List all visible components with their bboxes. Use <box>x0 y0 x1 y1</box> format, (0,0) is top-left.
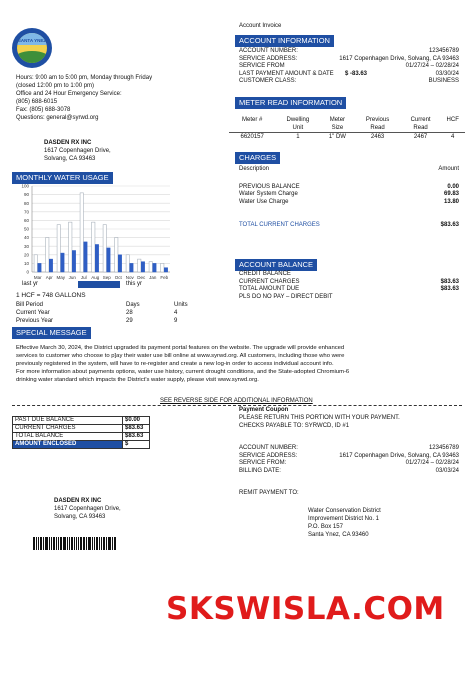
payment-row <box>13 425 150 433</box>
bar-last-yr <box>69 222 72 272</box>
charge-row <box>239 191 459 199</box>
bar-this-yr <box>118 255 121 272</box>
coupon-row <box>239 460 459 468</box>
y-tick-label: 10 <box>23 261 29 266</box>
coupon-label: ACCOUNT NUMBER: <box>239 445 298 451</box>
balance-value: $83.63 <box>440 286 459 293</box>
customer-street: 1617 Copenhagen Drive, <box>44 148 111 154</box>
bar-this-yr <box>72 251 75 273</box>
meter-header: Size <box>331 125 344 131</box>
usage-units: 4 <box>174 310 178 316</box>
row-value: 123456789 <box>428 48 459 54</box>
customer-street: 1617 Copenhagen Drive, <box>54 506 121 512</box>
balance-row <box>239 271 459 279</box>
usage-header-units: Units <box>174 302 188 308</box>
usage-units: 9 <box>174 318 178 324</box>
bar-this-yr <box>49 259 52 272</box>
y-tick-label: 90 <box>23 192 29 198</box>
bar-this-yr <box>107 248 110 272</box>
x-tick-label: Sep <box>102 275 111 280</box>
amount-enclosed-label: AMOUNT ENCLOSED <box>13 441 123 449</box>
monthly-usage-heading: MONTHLY WATER USAGE <box>12 172 113 184</box>
bar-last-yr <box>92 222 95 272</box>
y-tick-label: 60 <box>23 218 29 223</box>
usage-period: Previous Year <box>16 318 54 324</box>
charges-col-description: Description <box>239 166 270 172</box>
legend-last-yr-label: last yr <box>22 281 39 287</box>
coupon-instruction: PLEASE RETURN THIS PORTION WITH YOUR PAYMENT. <box>239 415 400 421</box>
x-tick-label: Jan <box>149 275 157 280</box>
meter-read-heading: METER READ INFORMATION <box>235 97 346 109</box>
meter-header: Meter # <box>242 117 263 123</box>
coupon-checks-payable: CHECKS PAYABLE TO: SYRWCD, ID #1 <box>239 423 350 429</box>
coupon-label: BILLING DATE: <box>239 467 281 474</box>
bar-last-yr <box>80 193 83 272</box>
meter-table <box>229 116 465 141</box>
remit-label: REMIT PAYMENT TO: <box>239 490 299 496</box>
bar-this-yr <box>38 263 41 272</box>
row-label: LAST PAYMENT AMOUNT & DATE <box>239 70 334 77</box>
meter-number: 6620157 <box>240 134 264 140</box>
customer-name: DASDEN RX INC <box>54 498 102 504</box>
special-message-line: drinking water standard which impacts the District's water supply, please visit www.syrwd.org. <box>16 377 259 383</box>
y-tick-label: 0 <box>26 269 29 275</box>
meter-header: Read <box>413 125 428 131</box>
charges-col-amount: Amount <box>438 166 459 172</box>
bar-this-yr <box>164 268 167 272</box>
charge-label: Water System Charge <box>239 191 298 198</box>
current-read: 2467 <box>413 134 428 140</box>
coupon-label: SERVICE ADDRESS: <box>239 452 298 459</box>
legend-this-yr-label: this yr <box>126 281 143 287</box>
customer-city: Solvang, CA 93463 <box>54 514 106 520</box>
bar-this-yr <box>153 263 156 272</box>
bar-last-yr <box>149 262 152 272</box>
customer-name: DASDEN RX INC <box>44 140 92 146</box>
meter-header: Dwelling <box>286 117 310 123</box>
remit-line: Santa Ynez, CA 93460 <box>308 532 369 538</box>
meter-header-row-1 <box>229 116 465 124</box>
bar-last-yr <box>57 225 60 272</box>
payment-value: $83.63 <box>123 433 150 441</box>
account-info-heading: ACCOUNT INFORMATION <box>235 35 334 47</box>
balance-value: $83.63 <box>440 278 459 285</box>
charges-block <box>239 166 459 230</box>
charge-row <box>239 199 459 207</box>
special-message-line: For more information about payments options, water use history, current drought conditions, and the State-adopted Chromium-6 <box>16 369 350 375</box>
office-lunch: (closed 12:00 pm to 1:00 pm) <box>16 83 95 89</box>
meter-header: HCF <box>446 117 459 123</box>
special-message-heading: SPECIAL MESSAGE <box>12 327 91 339</box>
balance-row <box>239 294 459 302</box>
x-tick-label: May <box>56 275 66 280</box>
service-address-row <box>239 56 459 64</box>
row-value: 1617 Copenhagen Drive, Solvang, CA 93463 <box>339 55 459 62</box>
x-tick-label: Nov <box>125 275 134 280</box>
usage-table <box>16 301 196 325</box>
office-questions: Questions: general@syrwd.org <box>16 115 99 121</box>
meter-header <box>440 124 465 133</box>
special-message-line: Effective March 30, 2024, the District upgraded its payment portal features on the website. The upgrade will provide enhanced <box>16 345 345 351</box>
x-tick-label: Dec <box>137 275 146 280</box>
remit-line: Water Conservation District <box>308 508 381 514</box>
meter-header-row-2 <box>229 124 465 133</box>
row-value: 03/30/24 <box>435 70 459 77</box>
charges-heading: CHARGES <box>235 152 280 164</box>
row-value: 01/27/24 – 02/28/24 <box>405 63 459 70</box>
y-tick-label: 100 <box>21 184 29 189</box>
charge-label: Water Use Charge <box>239 198 289 205</box>
meter-header: Current <box>410 117 431 123</box>
coupon-value: 01/27/24 – 02/28/24 <box>405 460 459 467</box>
amount-enclosed-row <box>13 441 150 449</box>
previous-read: 2463 <box>370 134 385 140</box>
balance-label: CREDIT BALANCE <box>239 271 291 277</box>
bar-last-yr <box>103 225 106 272</box>
x-tick-label: Jun <box>68 275 76 280</box>
account-invoice-label: Account Invoice <box>239 23 282 29</box>
y-tick-label: 70 <box>23 209 29 215</box>
last-payment-amount: $ -83.63 <box>345 70 368 77</box>
office-hours: Hours: 9:00 am to 5:00 pm, Monday through Friday <box>16 75 153 81</box>
customer-address <box>44 139 111 163</box>
meter-header: Unit <box>292 125 304 131</box>
row-label: SERVICE FROM <box>239 63 285 70</box>
bar-this-yr <box>130 263 133 272</box>
x-tick-label: Aug <box>91 275 100 280</box>
logo-text: SANTA YNEZ <box>17 38 47 43</box>
office-info <box>16 74 226 122</box>
x-tick-label: Oct <box>114 275 122 280</box>
service-from-row <box>239 63 459 71</box>
district-logo <box>12 28 52 68</box>
balance-label: TOTAL AMOUNT DUE <box>239 286 300 293</box>
usage-days: 29 <box>126 318 133 324</box>
total-current-charges-row <box>239 222 459 230</box>
meter-data-row <box>229 133 465 142</box>
special-message-line: services to customer who choose to p]ay their water use bill online at www.syrwd.org. All customers, including those who were <box>16 353 345 359</box>
meter-header: Previous <box>365 117 390 123</box>
row-value: BUSINESS <box>428 78 459 85</box>
charge-label: PREVIOUS BALANCE <box>239 183 300 190</box>
usage-row-previous <box>16 317 196 325</box>
row-label: SERVICE ADDRESS: <box>239 55 298 62</box>
office-fax: Fax: (805) 688-3078 <box>16 107 71 113</box>
meter-header <box>229 124 275 133</box>
bar-this-yr <box>141 262 144 272</box>
coupon-value: 123456789 <box>428 445 459 451</box>
balance-row <box>239 279 459 287</box>
payment-label: TOTAL BALANCE <box>13 433 123 441</box>
total-charges-value: $83.63 <box>440 222 459 229</box>
legend-swatch-this-yr <box>78 281 120 288</box>
hcf-note: 1 HCF = 748 GALLONS <box>16 292 86 299</box>
payment-label: PAST DUE BALANCE <box>13 417 123 425</box>
special-message-line: previously registered in the system, will have to re-register and create a new log-in order to access individual account info. <box>16 361 334 367</box>
customer-city: Solvang, CA 93463 <box>44 156 96 162</box>
bar-last-yr <box>161 263 164 272</box>
coupon-title: Payment Coupon <box>239 407 289 413</box>
coupon-label: SERVICE FROM: <box>239 460 287 467</box>
office-emergency: Office and 24 Hour Emergency Service: <box>16 91 122 97</box>
bar-last-yr <box>115 238 118 272</box>
coupon-row <box>239 453 459 461</box>
payment-label: CURRENT CHARGES <box>13 425 123 433</box>
charge-row <box>239 184 459 192</box>
charge-value: 69.83 <box>443 191 459 198</box>
y-tick-label: 40 <box>23 235 29 241</box>
usage-chart <box>14 184 174 284</box>
coupon-value: 1617 Copenhagen Drive, Solvang, CA 93463 <box>339 452 459 459</box>
usage-header-period: Bill Period <box>16 302 44 308</box>
coupon-customer-address <box>54 497 121 521</box>
x-tick-label: Apr <box>45 275 53 280</box>
balance-block <box>239 271 459 301</box>
account-number-row <box>239 48 459 56</box>
watermark-text: SKSWISLA.COM <box>166 591 445 627</box>
meter-header: Read <box>370 125 385 131</box>
charges-header-row <box>239 166 459 174</box>
bar-last-yr <box>46 238 49 272</box>
total-charges-label: TOTAL CURRENT CHARGES <box>239 222 320 229</box>
balance-label: CURRENT CHARGES <box>239 278 300 285</box>
water-district-logo-icon <box>12 28 52 68</box>
account-info-block <box>239 48 459 86</box>
coupon-details <box>239 445 459 475</box>
office-phone: (805) 688-6015 <box>16 99 58 105</box>
special-message-body <box>16 344 456 384</box>
payment-value: $83.63 <box>123 425 150 433</box>
bar-this-yr <box>95 244 98 272</box>
bar-last-yr <box>126 255 129 272</box>
amount-enclosed-field[interactable]: $ <box>123 441 150 449</box>
bar-this-yr <box>84 242 87 272</box>
y-tick-label: 80 <box>23 200 29 206</box>
y-tick-label: 20 <box>23 252 29 258</box>
payment-row <box>13 417 150 425</box>
usage-header-days: Days <box>126 302 140 308</box>
meter-header: Meter <box>329 117 346 123</box>
last-payment-row <box>239 71 459 79</box>
dwelling-unit: 1 <box>296 134 300 140</box>
balance-label: PLS DO NO PAY – DIRECT DEBIT <box>239 293 333 300</box>
payment-row <box>13 433 150 441</box>
payment-value: $0.00 <box>123 417 150 425</box>
coupon-row <box>239 468 459 476</box>
bar-last-yr <box>138 259 141 272</box>
usage-days: 28 <box>126 310 133 316</box>
payment-summary-box <box>12 416 150 449</box>
meter-size: 1" DW <box>328 134 346 140</box>
charge-value: 13.80 <box>443 198 459 205</box>
hcf-value: 4 <box>451 134 455 140</box>
x-tick-label: Jul <box>80 275 87 280</box>
charge-value: 0.00 <box>447 183 459 190</box>
payment-coupon <box>239 406 459 430</box>
y-tick-label: 50 <box>23 226 29 232</box>
bar-last-yr <box>34 255 37 272</box>
balance-row <box>239 286 459 294</box>
usage-period: Current Year <box>16 310 50 316</box>
bar-this-yr <box>61 253 64 272</box>
account-balance-heading: ACCOUNT BALANCE <box>235 259 317 271</box>
row-label: CUSTOMER CLASS: <box>239 78 297 85</box>
chart-legend <box>16 281 186 289</box>
coupon-row <box>239 445 459 453</box>
x-tick-label: Feb <box>160 275 169 280</box>
see-reverse-note: SEE REVERSE SIDE FOR ADDITIONAL INFORMATION <box>160 398 313 404</box>
remit-line: P.O. Box 157 <box>308 524 343 530</box>
barcode-icon <box>33 537 117 550</box>
y-tick-label: 30 <box>23 243 29 249</box>
x-tick-label: Mar <box>33 275 42 280</box>
usage-row-current <box>16 309 196 317</box>
customer-class-row <box>239 78 459 86</box>
remit-address <box>308 507 381 539</box>
remit-line: Improvement District No. 1 <box>308 516 380 522</box>
coupon-value: 03/03/24 <box>435 467 459 474</box>
row-label: ACCOUNT NUMBER: <box>239 48 298 54</box>
